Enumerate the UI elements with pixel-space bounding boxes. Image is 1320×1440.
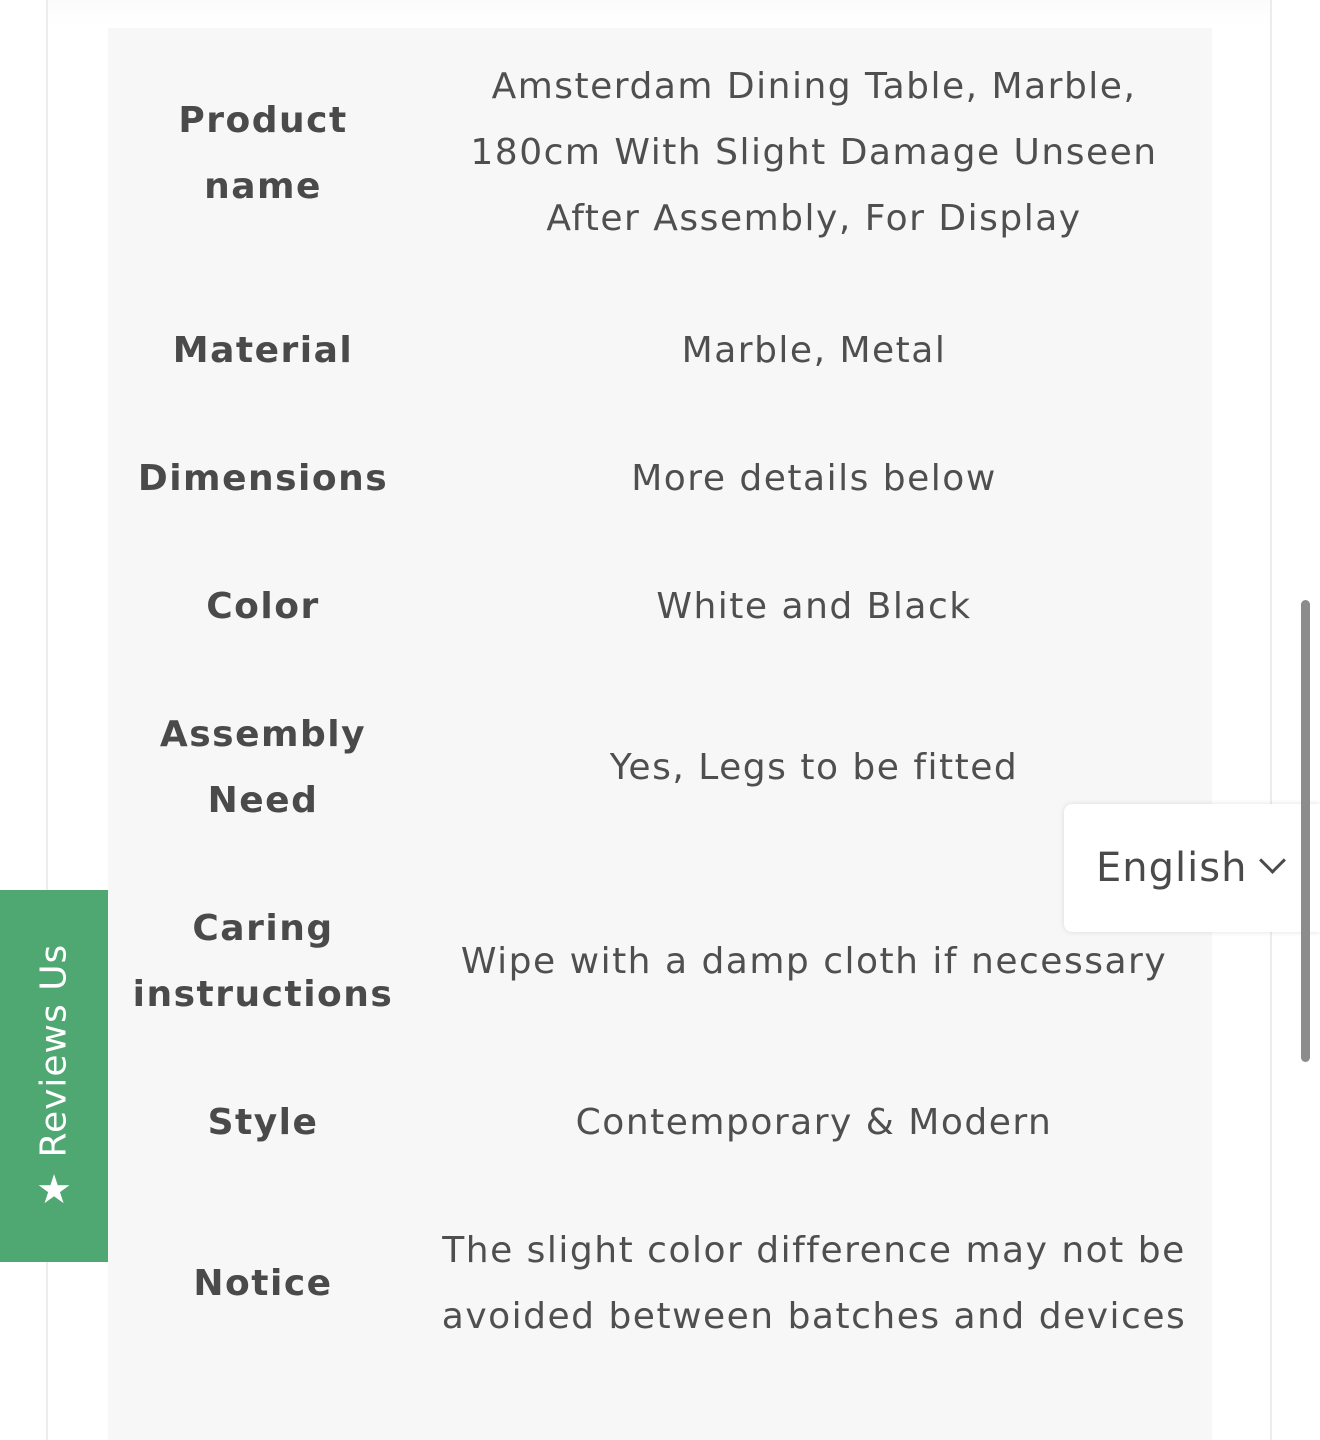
spec-label-line: Product xyxy=(178,100,348,141)
spec-value: Yes, Legs to be fitted xyxy=(609,747,1019,788)
spec-value: More details below xyxy=(631,458,997,499)
reviews-us-tab[interactable] xyxy=(0,890,108,1262)
spec-row-notice xyxy=(108,1218,1212,1350)
spec-value-line: Amsterdam Dining Table, Marble, xyxy=(491,66,1137,107)
spec-label: Notice xyxy=(193,1263,333,1304)
spec-row-product-name xyxy=(108,54,1212,254)
spec-row-caring-instructions xyxy=(108,896,1212,1028)
spec-label-line: Assembly xyxy=(159,714,367,755)
spec-label xyxy=(108,702,418,834)
reviews-tab-content xyxy=(33,943,75,1213)
spec-value-line: 180cm With Slight Damage Unseen xyxy=(470,132,1158,173)
spec-value xyxy=(438,54,1190,252)
spec-label xyxy=(108,896,418,1028)
spec-label-line: Need xyxy=(207,780,319,821)
spec-value-line: avoided between batches and devices xyxy=(441,1296,1187,1337)
spec-label: Color xyxy=(206,586,320,627)
spec-label-line: name xyxy=(204,166,322,207)
spec-value-line: After Assembly, For Display xyxy=(546,198,1082,239)
spec-label xyxy=(108,88,418,220)
spec-value: Contemporary & Modern xyxy=(575,1102,1053,1143)
spec-label: Material xyxy=(172,330,354,371)
spec-label: Style xyxy=(207,1102,319,1143)
spec-label-line: instructions xyxy=(132,974,394,1015)
spec-row-dimensions xyxy=(108,446,1212,512)
spec-row-assembly-need xyxy=(108,702,1212,834)
spec-value: White and Black xyxy=(656,586,972,627)
star-icon: ★ xyxy=(35,1166,73,1213)
spec-label-line: Caring xyxy=(192,908,334,949)
chevron-down-icon xyxy=(1259,847,1286,874)
spec-row-style xyxy=(108,1090,1212,1156)
specifications-table xyxy=(108,28,1212,1440)
spec-row-color xyxy=(108,574,1212,640)
spec-value-line: The slight color difference may not be xyxy=(442,1230,1186,1271)
reviews-tab-label: Reviews Us xyxy=(33,943,75,1158)
spec-label: Dimensions xyxy=(137,458,389,499)
spec-value: Marble, Metal xyxy=(681,330,947,371)
spec-value: Wipe with a damp cloth if necessary xyxy=(460,941,1168,982)
scrollbar-thumb[interactable] xyxy=(1301,600,1310,1062)
language-selector[interactable] xyxy=(1064,804,1320,932)
spec-value xyxy=(438,1218,1190,1350)
language-selected-value: English xyxy=(1096,845,1248,891)
spec-row-material xyxy=(108,318,1212,384)
top-divider xyxy=(48,0,1270,26)
